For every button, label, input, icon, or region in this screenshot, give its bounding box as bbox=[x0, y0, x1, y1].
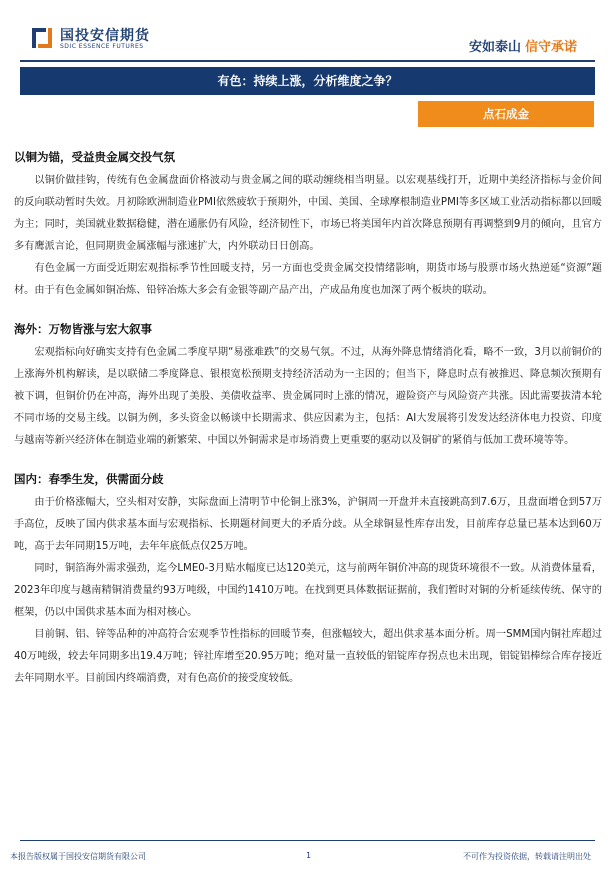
company-name-en: SDIC ESSENCE FUTURES bbox=[60, 43, 144, 50]
report-body bbox=[14, 148, 602, 690]
paragraph: 同时，铜箔海外需求强劲，迄今LME0-3月贴水幅度已达120美元，这与前两年铜价冲高的现货环境很不一致。从消费体量看，2023年印度与越南精铜消费量约93万吨级，中国约1410万吨。在找到更具体数据证据前，我们暂时对铜的分析延续传统、保守的框架，仍以中国供求基本面为相对核心。 bbox=[14, 563, 602, 618]
footer-divider bbox=[20, 840, 595, 841]
paragraph: 以铜价做挂钩，传统有色金属盘面价格波动与贵金属之间的联动缠绕相当明显。以宏观基线打开，近期中美经济指标与金价间的反向联动暂时失效。月初除欧洲制造业PMI依然疲软于预期外，中国、美国、全球摩根制造业PMI等多区域工业活动指标都以回暖为主；同时，美国就业数据稳健，潜在通胀仍有风险，经济韧性下，市场已将美国年内首次降息预期有再调整到9月的倾向，且官方多有鹰派言论，但同期贵金属涨幅与涨速扩大，内外联动日日创高。 bbox=[14, 175, 602, 252]
page-footer bbox=[0, 840, 615, 870]
section-heading-1: 以铜为锚，受益贵金属交投气氛 bbox=[14, 150, 175, 164]
slogan bbox=[469, 36, 577, 55]
column-badge: 点石成金 bbox=[418, 101, 594, 127]
disclaimer: 不可作为投资依据，转载请注明出处 bbox=[463, 852, 591, 861]
section-heading-2: 海外：万物皆涨与宏大叙事 bbox=[14, 322, 152, 336]
report-title: 有色：持续上涨，分析维度之争？ bbox=[20, 67, 595, 95]
company-name-cn: 国投安信期货 bbox=[60, 28, 150, 44]
copyright-notice: 本报告版权属于国投安信期货有限公司 bbox=[10, 852, 146, 861]
paragraph: 有色金属一方面受近期宏观指标季节性回暖支持，另一方面也受贵金属交投情绪影响，期货市场与股票市场火热逆延“资源”题材。由于有色金属如铜冶炼、铅锌冶炼大多会有金银等副产品产出，产成品角度也加深了两个板块的联动。 bbox=[14, 263, 602, 296]
company-logo-icon bbox=[30, 26, 54, 50]
paragraph: 宏观指标向好确实支持有色金属二季度早期“易涨难跌”的交易气氛。不过，从海外降息情绪消化看，略不一致，3月以前铜价的上涨海外机构解读，是以联储二季度降息、银根宽松预期支持经济活动为一主因的；但当下，降息时点有被推迟、降息频次预期有被下调，但铜价仍在冲高，海外出现了美股、美债收益率、贵金属同时上涨的情况，避险资产与风险资产共涨。因此需要拔清本轮不同市场的交易主线。以铜为例，多头资金以畅谈中长期需求、供应因素为主，包括：AI大发展将引发发达经济体电力投资、印度与越南等新兴经济体在制造业端的新繁荣、中国以外铜需求是市场消费上更重要的驱动以及铜矿的紧俏与低加工费环境等等。 bbox=[14, 347, 602, 446]
slogan-part2: 信守承诺 bbox=[524, 40, 577, 55]
header-divider bbox=[20, 60, 595, 62]
page-number: 1 bbox=[306, 851, 312, 860]
page-header bbox=[0, 0, 615, 64]
section-heading-3: 国内：春季生发，供需面分歧 bbox=[14, 472, 164, 486]
paragraph: 目前铜、铝、锌等品种的冲高符合宏观季节性指标的回暖节奏，但涨幅较大，超出供求基本面分析。周一SMM国内铜社库超过40万吨级，较去年同期多出19.4万吨；锌社库增至20.95万吨；绝对量一直较低的铝锭库存拐点也未出现，铝锭铝棒综合库存接近去年同期水平。目前国内终端消费，对有色高价的接受度较低。 bbox=[14, 629, 602, 684]
slogan-part1: 安如泰山 bbox=[468, 40, 521, 55]
paragraph: 由于价格涨幅大，空头相对安静，实际盘面上清明节中伦铜上涨3%，沪铜周一开盘并未直接跳高到7.6万，且盘面增仓到57万手高位，反映了国内供求基本面与宏观指标、长期题材间更大的矛盾分歧。从全球铜显性库存出发，目前库存总量已基本达到60万吨，高于去年同期15万吨，去年年底低点仅25万吨。 bbox=[14, 497, 602, 552]
